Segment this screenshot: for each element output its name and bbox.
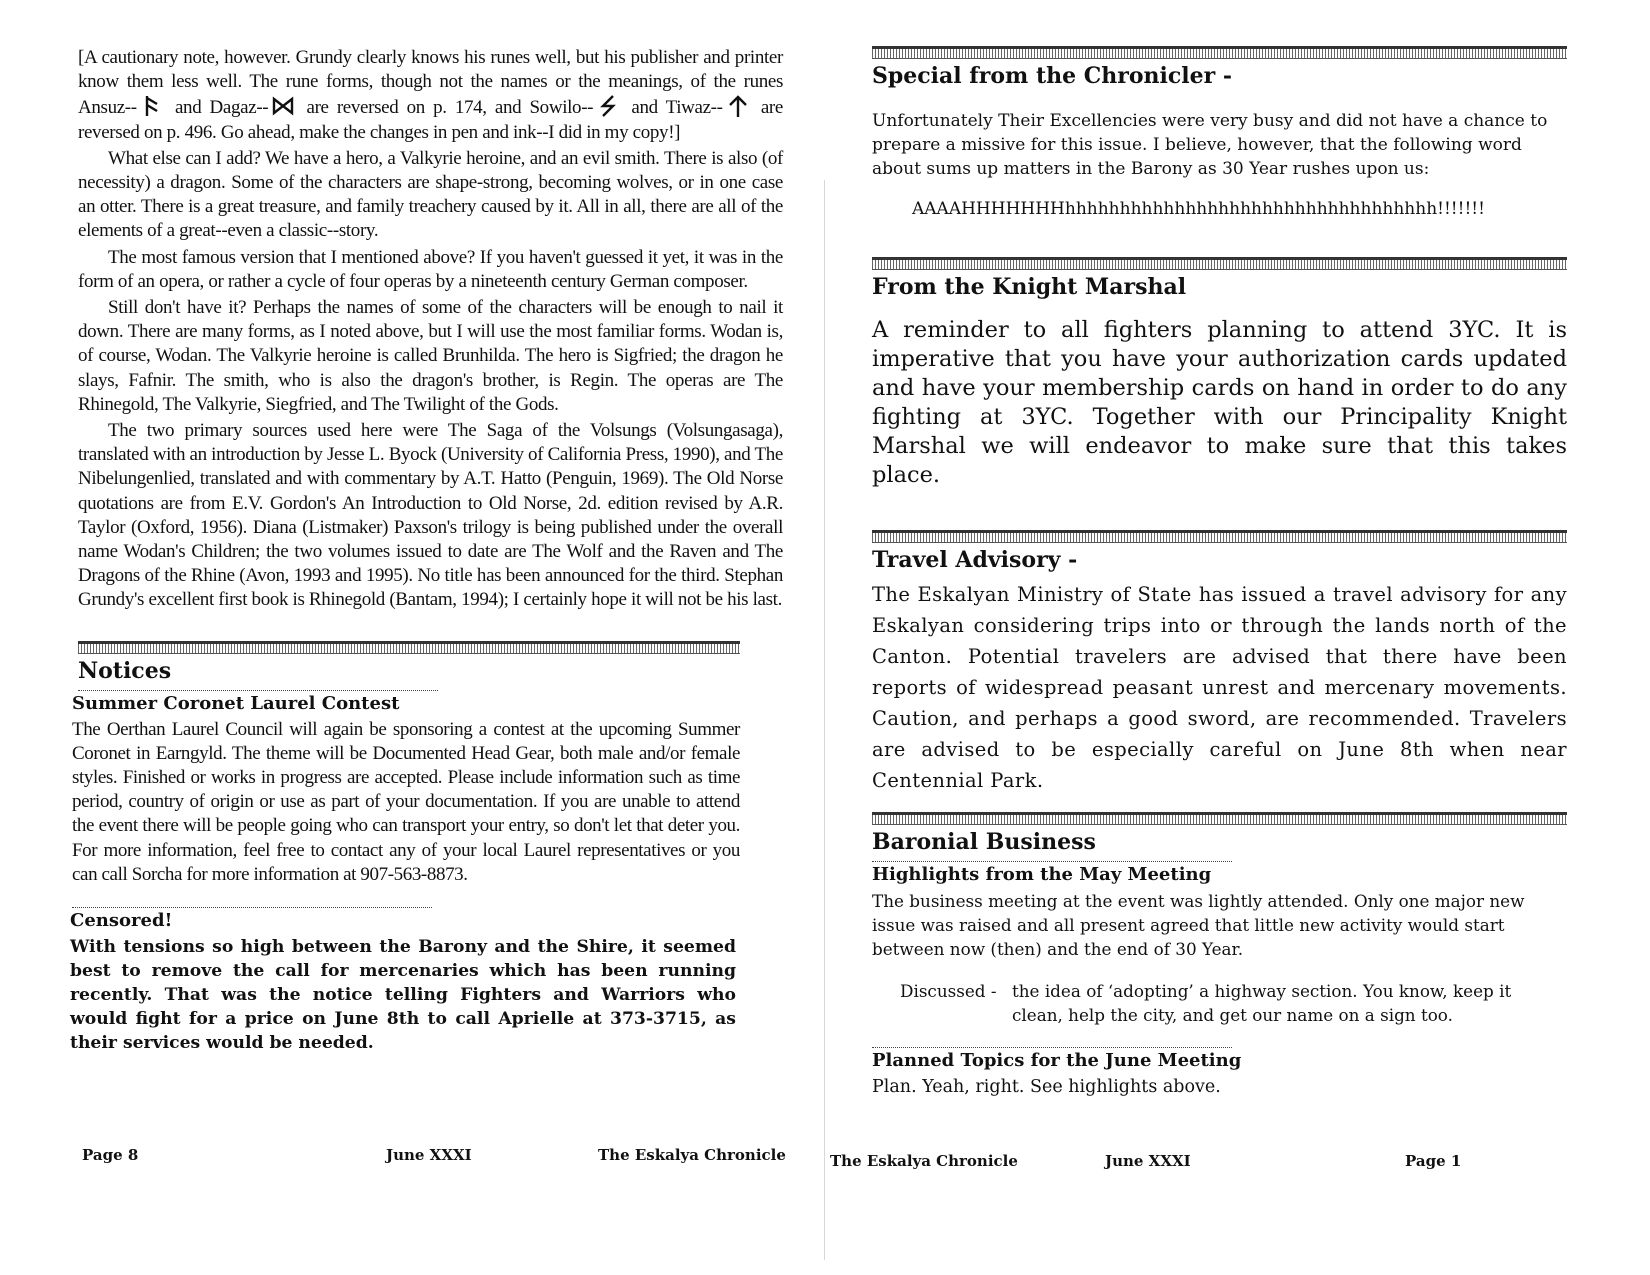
june-meeting-text: Plan. Yeah, right. See highlights above. <box>872 1077 1221 1097</box>
footer-page-number: Page 1 <box>1405 1152 1462 1170</box>
june-meeting-title: Planned Topics for the June Meeting <box>872 1050 1242 1071</box>
left-column <box>70 46 783 1055</box>
censored-text: With tensions so high between the Barony and the Shire, it seemed best to remove the call for mercenaries which has been running recently. That was the notice telling Fighters and Warriors who would fight for a price on June 8th to call Aprielle at 373-3715, as their services would be needed. <box>70 937 736 1054</box>
may-meeting-title: Highlights from the May Meeting <box>872 864 1212 885</box>
tiwaz-rune-icon <box>727 94 749 118</box>
sources-paragraph: The two primary sources used here were The Saga of the Volsungs (Volsungasaga), translated with an introduction by Jesse L. Byock (University of California Press, 1990), and The Nibelungenlied, translated and with commentary by A.T. Hatto (Penguin, 1969). The Old Norse quotations are from E.V. Gordon's An Introduction to Old Norse, 2d. edition revised by A.R. Taylor (Oxford, 1956). Diana (Listmaker) Paxson's trilogy is being published under the overall name Wodan's Children; the two volumes issued to date are The Wolf and the Raven and The Dragons of the Rhine (Avon, 1993 and 1995). No title has been announced for the third. Stephan Grundy's excellent first book is Rhinegold (Bantam, 1994); I certainly hope it will not be his last. <box>78 420 783 611</box>
right-page <box>825 0 1650 1275</box>
june-subrule <box>872 1047 1232 1048</box>
travel-heading: Travel Advisory - <box>872 547 1078 573</box>
chronicler-scream: AAAAHHHHHHHhhhhhhhhhhhhhhhhhhhhhhhhhhhhhhhhhh!!!!!!! <box>912 199 1485 219</box>
censored-subrule <box>72 907 432 908</box>
knight-marshal-heading: From the Knight Marshal <box>872 274 1187 300</box>
knight-marshal-divider <box>872 257 1567 270</box>
chronicler-divider <box>872 46 1567 59</box>
footer-newsletter-title: The Eskalya Chronicle <box>598 1146 786 1164</box>
characters-paragraph: Still don't have it? Perhaps the names of some of the characters will be enough to nail it down. There are many forms, as I noted above, but I will use the most familiar forms. Wodan is, of course, Wodan. The Valkyrie heroine is called Brunhilda. The hero is Sigfried; the dragon he slays, Fafnir. The smith, who is also the dragon's brother, is Regin. The operas are The Rhinegold, The Valkyrie, Siegfried, and The Twilight of the Gods. <box>78 297 783 415</box>
rune-note-part-3: are reversed on p. 174, and Sowilo-- <box>306 97 594 119</box>
travel-text: The Eskalyan Ministry of State has issued a travel advisory for any Eskalyan considering trips into or through the lands north of the Canton. Potential travelers are advised that there have been reports of widespread peasant unrest and mercenary movements. Caution, and perhaps a good sword, are recommended. Travelers are advised to be especially careful on June 8th when near Centennial Park. <box>872 583 1567 792</box>
dagaz-rune-icon <box>272 94 294 118</box>
rune-note-part-1: [A cautionary note, however. Grundy clearly knows his runes well, but his publisher and printer know them less well. The rune forms, though not the names or the meanings, of the runes Ansuz-- <box>78 47 783 119</box>
rune-note-part-4: and Tiwaz-- <box>631 97 723 119</box>
business-heading: Baronial Business <box>872 829 1096 855</box>
censored-title: Censored! <box>70 910 173 932</box>
notices-heading: Notices <box>78 657 172 684</box>
laurel-contest-text: The Oerthan Laurel Council will again be sponsoring a contest at the upcoming Summer Coronet in Earngyld. The theme will be Documented Head Gear, both male and/or female styles. Finished or works in progress are accepted. Please include information such as time period, country of origin or use as part of your documentation. If you are unable to attend the event there will be people going who can transport your entry, so don't let that deter you. For more information, feel free to contact any of your local Laurel representatives or you can call Sorcha for more information at 907-563-8873. <box>72 718 740 885</box>
sowilo-rune-icon <box>597 94 619 118</box>
rune-note-part-2: and Dagaz-- <box>174 97 269 119</box>
section-divider <box>78 641 740 654</box>
may-meeting-text: The business meeting at the event was lightly attended. Only one major new issue was raised and all present agreed that little new activity would start between now (then) and the end of 30 Year. <box>872 891 1525 959</box>
discussed-row <box>900 979 1567 1027</box>
ansuz-rune-icon <box>141 94 163 118</box>
right-column <box>872 46 1567 1099</box>
chronicler-text: Unfortunately Their Excellencies were very busy and did not have a chance to prepare a missive for this issue. I believe, however, that the following word about sums up matters in the Barony as 30 Year rushes upon us: <box>872 111 1548 179</box>
opera-paragraph: The most famous version that I mentioned above? If you haven't guessed it yet, it was in the form of an opera, or rather a cycle of four operas by a nineteenth century German composer. <box>78 246 783 292</box>
chronicler-heading: Special from the Chronicler - <box>872 63 1233 89</box>
footer-newsletter-title: The Eskalya Chronicle <box>830 1152 1018 1170</box>
travel-divider <box>872 530 1567 543</box>
business-subrule <box>872 861 1232 862</box>
footer-date: June XXXI <box>386 1146 472 1164</box>
rune-note-paragraph <box>78 46 783 145</box>
knight-marshal-text: A reminder to all fighters planning to attend 3YC. It is imperative that you have your authorization cards updated and have your membership cards on hand in order to do any fighting at 3YC. Together with our Principality Knight Marshal we will endeavor to make sure that this takes place. <box>872 317 1567 488</box>
heroes-paragraph: What else can I add? We have a hero, a Valkyrie heroine, and an evil smith. There is also (of necessity) a dragon. Some of the characters are shape-strong, becoming wolves, or in one case an otter. There is a great treasure, and family treachery caused by it. All in all, there are all of the elements of a great--even a classic--story. <box>78 147 783 242</box>
laurel-contest-title: Summer Coronet Laurel Contest <box>72 692 400 714</box>
rune-note-part-5: are reversed on p. 496. Go ahead, make the changes in pen and ink--I did in my copy!] <box>78 97 783 143</box>
business-divider <box>872 812 1567 825</box>
discussed-label: Discussed - <box>900 981 997 1001</box>
footer-page-number: Page 8 <box>82 1146 139 1164</box>
notices-subrule <box>78 690 438 691</box>
discussed-text: the idea of ‘adopting’ a highway section. You know, keep it clean, help the city, and get our name on a sign too. <box>1012 981 1512 1025</box>
footer-date: June XXXI <box>1105 1152 1191 1170</box>
